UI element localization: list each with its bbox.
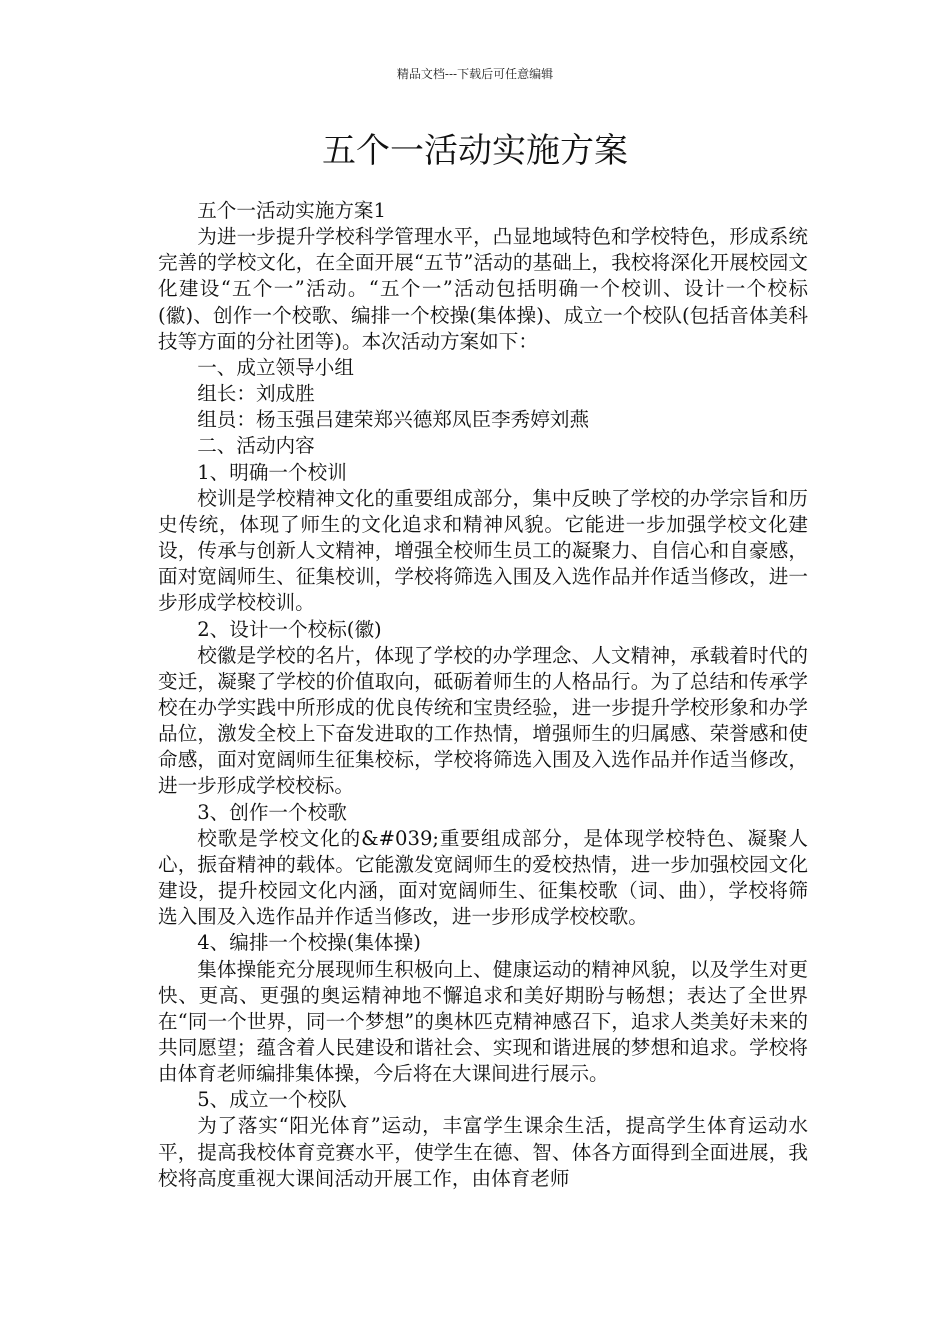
emblem-paragraph: 校徽是学校的名片，体现了学校的办学理念、人文精神，承载着时代的变迁，凝聚了学校的价值取向，砥砺着师生的人格品行。为了总结和传承学校在办学实践中所形成的优良传统和宝贵经验，进一步提升学校形象和办学品位，激发全校上下奋发进取的工作热情，增强师生的归属感、荣誉感和使命感，面对宽阔师生征集校标，学校将筛选入围及入选作品并作适当修改，进一步形成学校校标。 — [158, 643, 808, 798]
item-heading-emblem: 2、设计一个校标(徽) — [197, 617, 382, 641]
header-note: 精品文档---下载后可任意编辑 — [396, 67, 554, 81]
motto-paragraph: 校训是学校精神文化的重要组成部分，集中反映了学校的办学宗旨和历史传统，体现了师生的文化追求和精神风貌。它能进一步加强学校文化建设，传承与创新人文精神，增强全校师生员工的凝聚力、自信心和自豪感，面对宽阔师生、征集校训，学校将筛选入围及入选作品并作适当修改，进一步形成学校校训。 — [158, 486, 808, 615]
exercise-paragraph: 集体操能充分展现师生积极向上、健康运动的精神风貌，以及学生对更快、更高、更强的奥运精神地不懈追求和美好期盼与畅想；表达了全世界在“同一个世界，同一个梦想”的奥林匹克精神感召下，追求人类美好未来的共同愿望；蕴含着人民建设和谐社会、实现和谐进展的梦想和追求。学校将由体育老师编排集体操，今后将在大课间进行展示。 — [158, 957, 808, 1086]
item-heading-team: 5、成立一个校队 — [197, 1088, 347, 1112]
document-body — [158, 198, 808, 1192]
item-heading-song: 3、创作一个校歌 — [197, 800, 347, 824]
section-heading-leadership: 一、成立领导小组 — [197, 355, 354, 379]
document-title: 五个一活动实施方案 — [322, 131, 628, 171]
item-heading-motto: 1、明确一个校训 — [197, 460, 347, 484]
subtitle-paragraph: 五个一活动实施方案1 — [197, 199, 386, 222]
members-line: 组员：杨玉强吕建荣郑兴德郑凤臣李秀婷刘燕 — [197, 408, 590, 432]
song-paragraph: 校歌是学校文化的&#039;重要组成部分，是体现学校特色、凝聚人心，振奋精神的载体。它能激发宽阔师生的爱校热情，进一步加强校园文化建设，提升校园文化内涵，面对宽阔师生、征集校歌（词、曲），学校将筛选入围及入选作品并作适当修改，进一步形成学校校歌。 — [158, 826, 808, 929]
team-paragraph: 为了落实“阳光体育”运动，丰富学生课余生活，提高学生体育运动水平，提高我校体育竞赛水平，使学生在德、智、体各方面得到全面进展，我校将高度重视大课间活动开展工作，由体育老师 — [158, 1114, 808, 1190]
leader-line: 组长：刘成胜 — [197, 382, 315, 406]
intro-paragraph: 为进一步提升学校科学管理水平，凸显地域特色和学校特色，形成系统完善的学校文化，在全面开展“五节”活动的基础上，我校将深化开展校园文化建设“五个一”活动。“五个一”活动包括明确一个校训、设计一个校标(徽)、创作一个校歌、编排一个校操(集体操)、成立一个校队(包括音体美科技等方面的分社团等)。本次活动方案如下： — [158, 225, 808, 353]
item-heading-exercise: 4、编排一个校操(集体操) — [197, 931, 421, 955]
section-heading-content: 二、活动内容 — [197, 434, 315, 458]
